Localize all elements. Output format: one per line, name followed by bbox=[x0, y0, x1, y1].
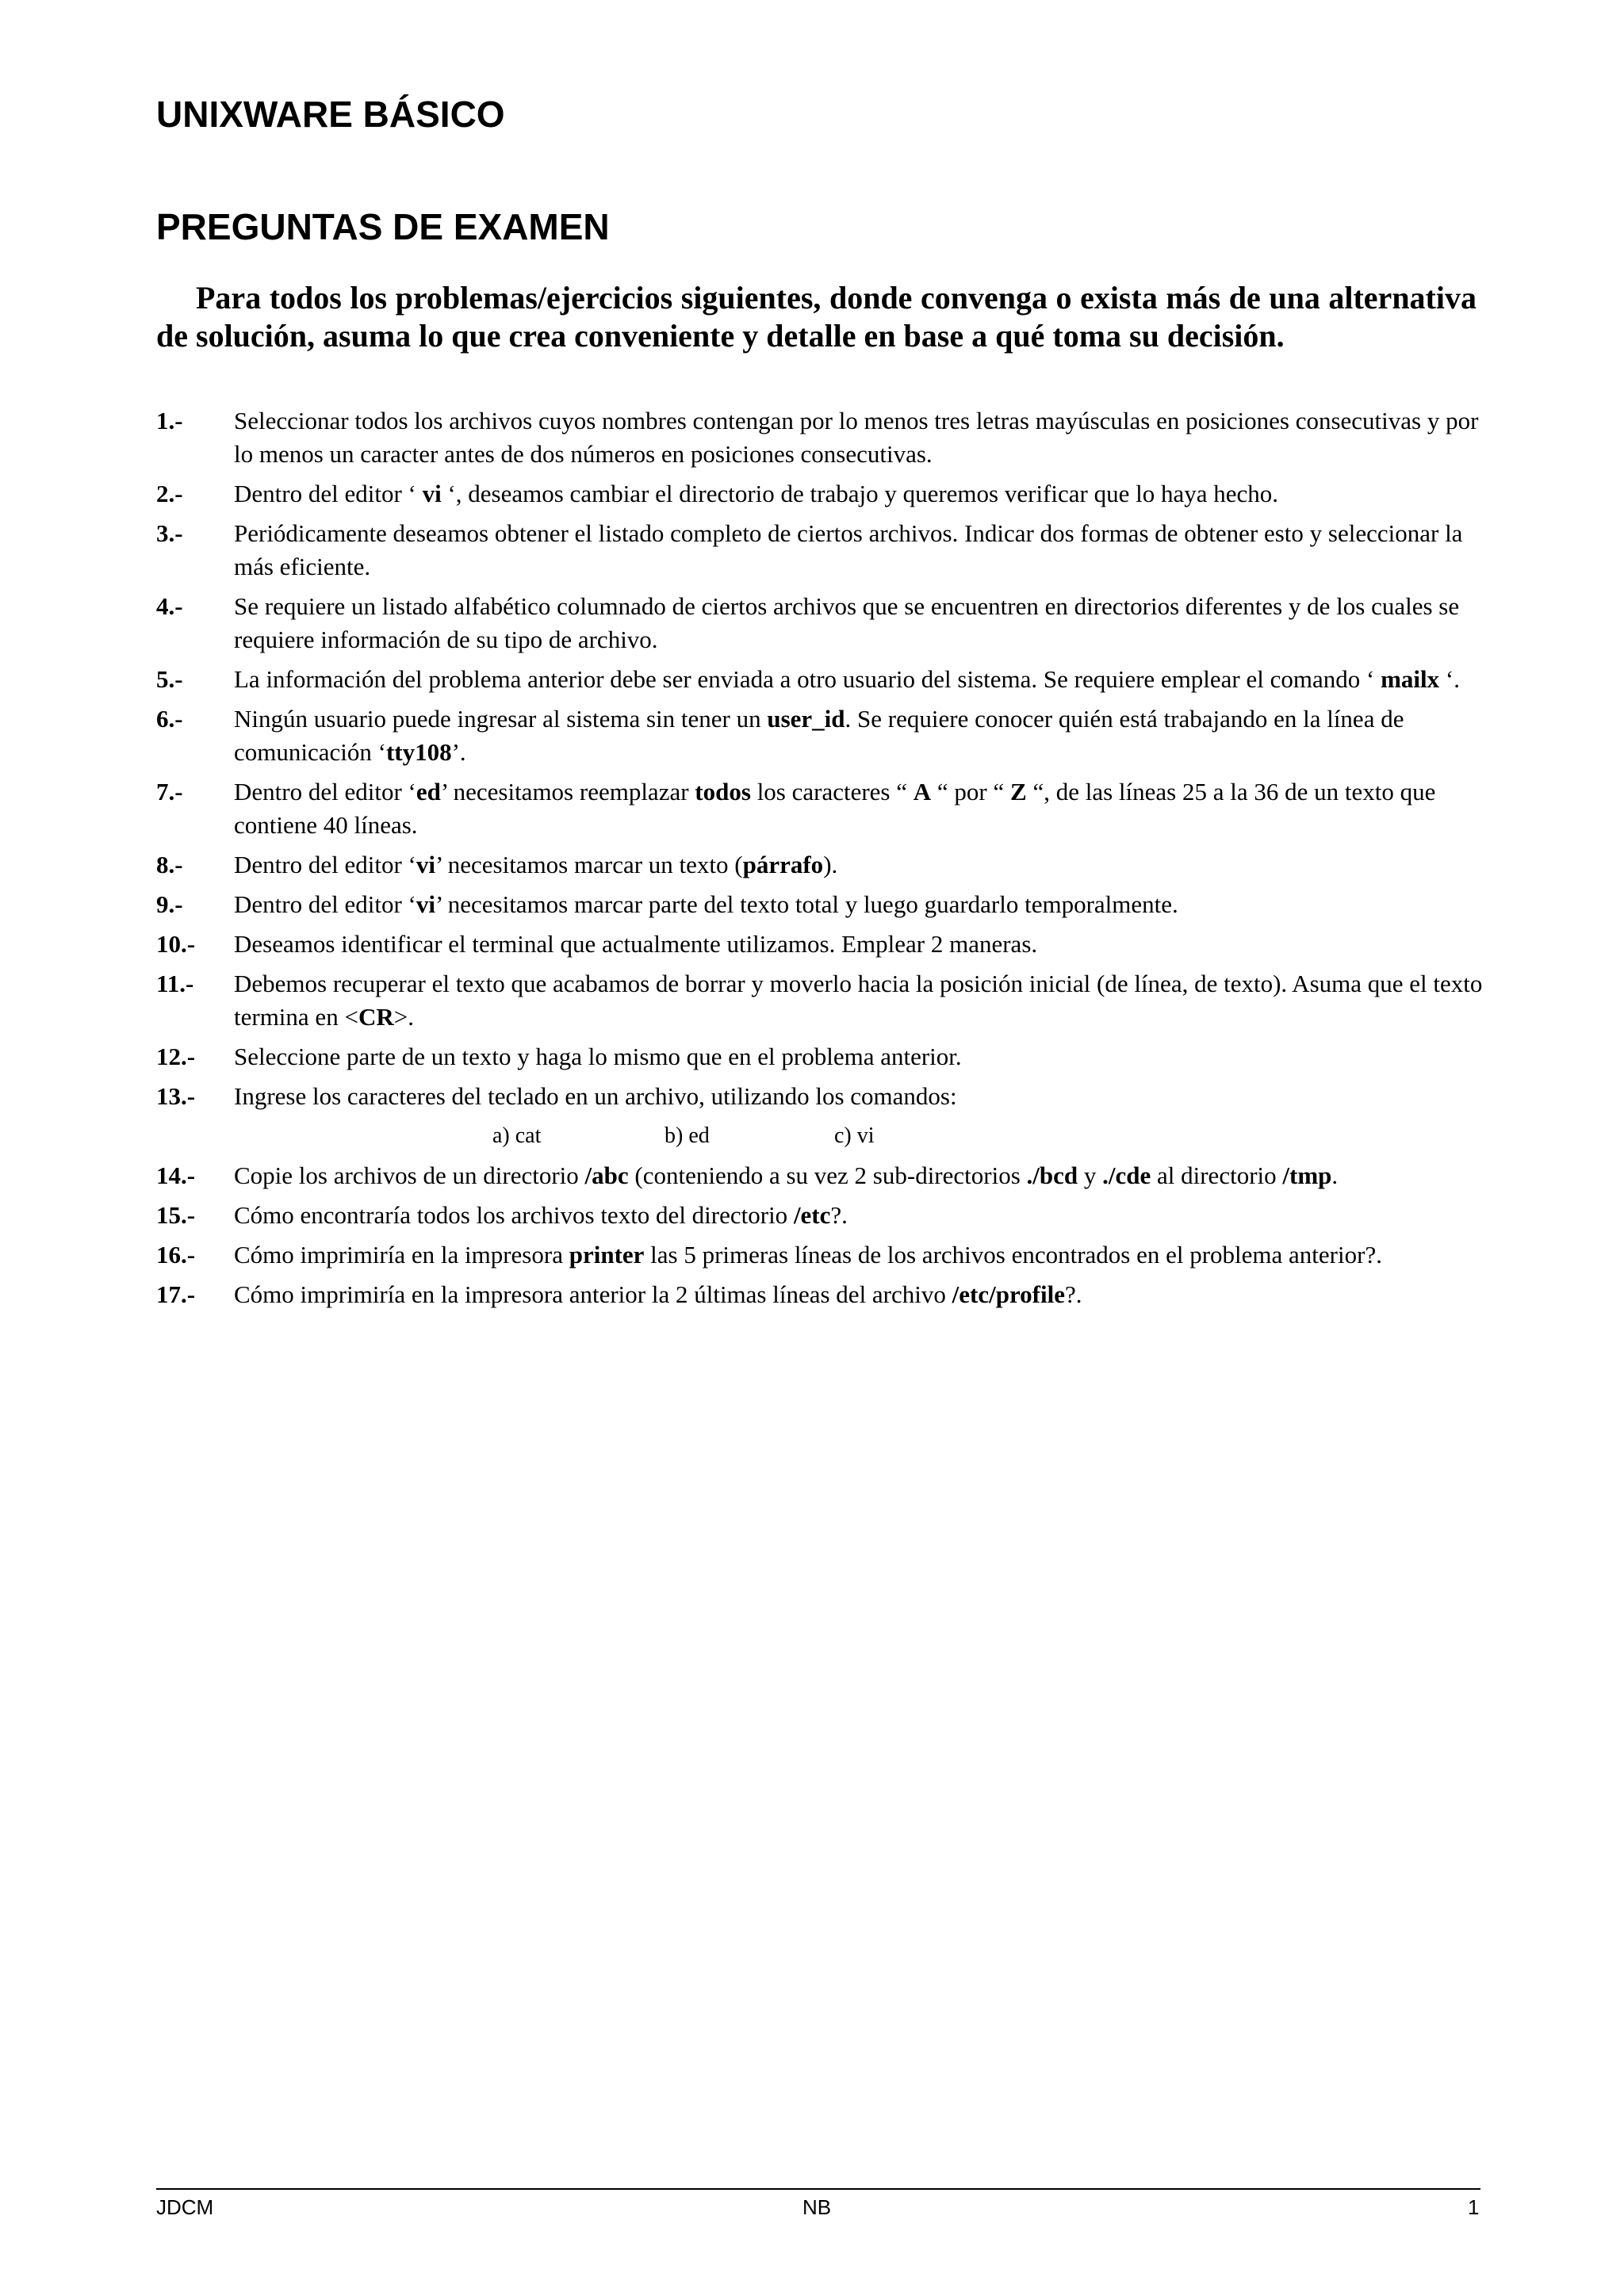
command-option-c: c) vi bbox=[834, 1123, 875, 1148]
footer-divider bbox=[156, 2188, 1480, 2190]
question-text-bold: CR bbox=[358, 1003, 394, 1031]
question-text bbox=[234, 1080, 1488, 1113]
question-text-segment: los caracteres “ bbox=[750, 778, 914, 806]
question-number: 2.- bbox=[156, 480, 183, 507]
command-option-a: a) cat bbox=[492, 1123, 542, 1148]
question-text-segment: ’. bbox=[451, 738, 466, 766]
question-text-bold: ./bcd bbox=[1026, 1161, 1078, 1189]
question-text bbox=[234, 663, 1488, 696]
question-text-bold: todos bbox=[695, 778, 751, 806]
question-number: 16.- bbox=[156, 1241, 196, 1269]
question-text bbox=[234, 477, 1488, 511]
question-text-bold: mailx bbox=[1381, 665, 1440, 693]
question-number: 15.- bbox=[156, 1201, 196, 1229]
question-item bbox=[156, 663, 1488, 696]
question-item bbox=[156, 1040, 1488, 1073]
question-text-segment: Seleccione parte de un texto y haga lo mismo que en el problema anterior. bbox=[234, 1043, 962, 1070]
question-text-segment: >. bbox=[393, 1003, 414, 1031]
question-item bbox=[156, 967, 1488, 1034]
question-text-bold: vi bbox=[416, 890, 435, 918]
question-item bbox=[156, 928, 1488, 961]
question-text bbox=[234, 1278, 1488, 1311]
question-text bbox=[234, 775, 1488, 842]
question-number: 12.- bbox=[156, 1043, 196, 1070]
question-item bbox=[156, 1199, 1488, 1232]
question-text-segment: “ por “ bbox=[931, 778, 1010, 806]
question-item bbox=[156, 517, 1488, 584]
question-text-bold: tty108 bbox=[385, 738, 452, 766]
question-text-bold: A bbox=[913, 778, 932, 806]
question-text bbox=[234, 1238, 1488, 1272]
question-text-segment: Cómo imprimiría en la impresora bbox=[234, 1241, 569, 1269]
document-subtitle: PREGUNTAS DE EXAMEN bbox=[156, 206, 610, 247]
question-number: 7.- bbox=[156, 778, 183, 806]
command-options bbox=[156, 1119, 1488, 1153]
command-option-b: b) ed bbox=[665, 1123, 710, 1148]
document-title: UNIXWARE BÁSICO bbox=[156, 94, 505, 135]
question-text-segment: Seleccionar todos los archivos cuyos nombres contengan por lo menos tres letras mayúsculas en posiciones consecutivas y por lo menos un caracter antes de dos números en posiciones consecutivas. bbox=[234, 407, 1479, 468]
question-text-segment: Se requiere un listado alfabético columnado de ciertos archivos que se encuentren en directorios diferentes y de los cuales se requiere información de su tipo de archivo. bbox=[234, 592, 1460, 653]
question-item bbox=[156, 775, 1488, 842]
question-text-segment: ’ necesitamos reemplazar bbox=[440, 778, 695, 806]
question-text-segment: Dentro del editor ‘ bbox=[234, 778, 416, 806]
question-item bbox=[156, 1278, 1488, 1311]
question-text-segment: (conteniendo a su vez 2 sub-directorios bbox=[628, 1161, 1027, 1189]
question-number: 10.- bbox=[156, 930, 196, 958]
question-text-bold: vi bbox=[416, 851, 435, 878]
question-text bbox=[234, 1159, 1488, 1192]
question-number: 6.- bbox=[156, 705, 183, 733]
question-item bbox=[156, 888, 1488, 921]
intro-paragraph: Para todos los problemas/ejercicios siguientes, donde convenga o exista más de una alternativa de solución, asuma lo que crea conveniente y detalle en base a qué toma su decisión. bbox=[156, 280, 1477, 354]
question-text-segment: Deseamos identificar el terminal que actualmente utilizamos. Emplear 2 maneras. bbox=[234, 930, 1038, 958]
question-text-segment: Copie los archivos de un directorio bbox=[234, 1161, 585, 1189]
question-text-bold: /tmp bbox=[1282, 1161, 1332, 1189]
question-text bbox=[234, 888, 1488, 921]
question-text-bold: ed bbox=[416, 778, 441, 806]
question-text bbox=[234, 404, 1488, 471]
question-text-segment: . Se requiere conocer quién está trabajando en la línea de comunicación ‘ bbox=[234, 705, 1404, 766]
question-number: 14.- bbox=[156, 1161, 196, 1189]
question-text-segment: ‘. bbox=[1439, 665, 1460, 693]
question-text-segment: Ningún usuario puede ingresar al sistema sin tener un bbox=[234, 705, 768, 733]
question-item bbox=[156, 1159, 1488, 1192]
footer-center-text: NB bbox=[802, 2195, 832, 2219]
question-text-segment: ’ necesitamos marcar parte del texto total y luego guardarlo temporalmente. bbox=[435, 890, 1178, 918]
question-text-segment: Periódicamente deseamos obtener el listado completo de ciertos archivos. Indicar dos formas de obtener esto y seleccionar la más eficiente. bbox=[234, 519, 1463, 580]
question-number: 13.- bbox=[156, 1082, 196, 1110]
question-number: 8.- bbox=[156, 851, 183, 878]
question-text-segment: ‘, deseamos cambiar el directorio de trabajo y queremos verificar que lo haya hecho. bbox=[441, 480, 1278, 507]
question-text-segment: La información del problema anterior debe ser enviada a otro usuario del sistema. Se requiere emplear el comando ‘ bbox=[234, 665, 1381, 693]
question-text-bold: /etc/profile bbox=[952, 1280, 1065, 1308]
question-text-segment: Dentro del editor ‘ bbox=[234, 890, 416, 918]
question-text bbox=[234, 1199, 1488, 1232]
question-text-bold: /etc bbox=[793, 1201, 831, 1229]
question-text-segment: . bbox=[1331, 1161, 1339, 1189]
question-text-segment: ’ necesitamos marcar un texto ( bbox=[435, 851, 743, 878]
question-text-segment: ). bbox=[823, 851, 838, 878]
question-text-segment: ?. bbox=[1064, 1280, 1082, 1308]
question-item bbox=[156, 702, 1488, 769]
question-text-bold: user_id bbox=[767, 705, 845, 733]
question-item bbox=[156, 848, 1488, 882]
question-text bbox=[234, 517, 1488, 584]
question-text-segment: ?. bbox=[830, 1201, 848, 1229]
question-text bbox=[234, 590, 1488, 656]
question-number: 9.- bbox=[156, 890, 183, 918]
question-text-segment: “, de las líneas 25 a la 36 de un texto que contiene 40 líneas. bbox=[234, 778, 1436, 839]
question-text bbox=[234, 928, 1488, 961]
question-number: 5.- bbox=[156, 665, 183, 693]
question-item bbox=[156, 404, 1488, 471]
question-item bbox=[156, 477, 1488, 511]
question-text-bold: Z bbox=[1010, 778, 1027, 806]
question-text-bold: printer bbox=[569, 1241, 645, 1269]
page-number: 1 bbox=[1468, 2195, 1480, 2219]
question-text-bold: párrafo bbox=[742, 851, 824, 878]
question-item bbox=[156, 1080, 1488, 1113]
question-text-segment: Dentro del editor ‘ bbox=[234, 851, 416, 878]
question-text bbox=[234, 1040, 1488, 1073]
question-item bbox=[156, 1238, 1488, 1272]
question-text-bold: /abc bbox=[584, 1161, 629, 1189]
question-text-segment: al directorio bbox=[1151, 1161, 1283, 1189]
question-text bbox=[234, 848, 1488, 882]
question-text-bold: ./cde bbox=[1102, 1161, 1151, 1189]
question-text-segment: Cómo encontraría todos los archivos texto del directorio bbox=[234, 1201, 794, 1229]
question-text-segment: Cómo imprimiría en la impresora anterior la 2 últimas líneas del archivo bbox=[234, 1280, 952, 1308]
question-text-segment: y bbox=[1078, 1161, 1103, 1189]
question-item bbox=[156, 590, 1488, 656]
question-number: 3.- bbox=[156, 519, 183, 547]
question-number: 1.- bbox=[156, 407, 183, 434]
question-text-segment: Ingrese los caracteres del teclado en un archivo, utilizando los comandos: bbox=[234, 1082, 957, 1110]
question-number: 11.- bbox=[156, 970, 194, 997]
question-text bbox=[234, 702, 1488, 769]
question-text-bold: vi bbox=[422, 480, 442, 507]
question-list bbox=[156, 404, 1488, 1318]
question-number: 4.- bbox=[156, 592, 183, 620]
question-number: 17.- bbox=[156, 1280, 196, 1308]
question-text bbox=[234, 967, 1488, 1034]
question-text-segment: las 5 primeras líneas de los archivos encontrados en el problema anterior?. bbox=[644, 1241, 1382, 1269]
question-text-segment: Debemos recuperar el texto que acabamos de borrar y moverlo hacia la posición inicial (de línea, de texto). Asuma que el texto termina en < bbox=[234, 970, 1483, 1031]
footer-author: JDCM bbox=[156, 2195, 214, 2219]
question-text-segment: Dentro del editor ‘ bbox=[234, 480, 423, 507]
